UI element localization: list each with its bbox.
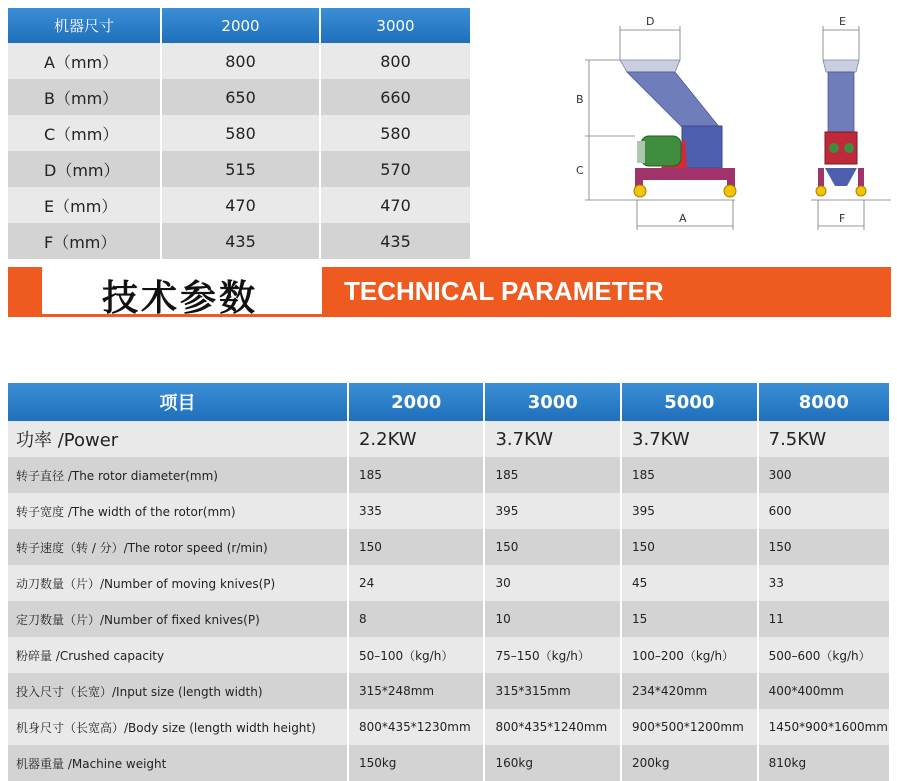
table-row xyxy=(8,457,890,493)
table-cell: 185 xyxy=(621,457,758,493)
table-cell: A（mm） xyxy=(8,43,161,79)
dim-header-cell: 2000 xyxy=(161,8,320,43)
table-row xyxy=(8,115,471,151)
table-row xyxy=(8,79,471,115)
table-cell: 300 xyxy=(758,457,890,493)
table-cell: 200kg xyxy=(621,745,758,781)
table-cell: 185 xyxy=(348,457,485,493)
section-banner xyxy=(8,267,891,317)
table-cell: 3.7KW xyxy=(621,421,758,457)
table-cell: 150kg xyxy=(348,745,485,781)
table-cell: 580 xyxy=(161,115,320,151)
table-cell: 800*435*1230mm xyxy=(348,709,485,745)
technical-parameter-table xyxy=(8,383,891,781)
table-cell: 150 xyxy=(348,529,485,565)
table-cell: 10 xyxy=(484,601,621,637)
table-cell: 800 xyxy=(320,43,471,79)
table-row xyxy=(8,601,890,637)
table-cell: 470 xyxy=(161,187,320,223)
table-cell: 810kg xyxy=(758,745,890,781)
label-E: E xyxy=(839,15,846,28)
table-cell: 660 xyxy=(320,79,471,115)
label-D: D xyxy=(646,15,655,28)
table-cell: F（mm） xyxy=(8,223,161,259)
table-row xyxy=(8,223,471,259)
table-cell: 24 xyxy=(348,565,485,601)
dimension-table xyxy=(8,8,472,259)
table-cell: 580 xyxy=(320,115,471,151)
table-cell: 470 xyxy=(320,187,471,223)
dim-header-cell: 3000 xyxy=(320,8,471,43)
banner-cn-box xyxy=(42,267,322,317)
table-cell: 15 xyxy=(621,601,758,637)
banner-title-cn: 技术参数 xyxy=(102,278,259,319)
table-cell: 投入尺寸（长宽）/Input size (length width) xyxy=(8,673,348,709)
dimension-table-header xyxy=(8,8,471,43)
label-F: F xyxy=(839,212,846,225)
table-cell: 570 xyxy=(320,151,471,187)
table-cell: 75–150（kg/h） xyxy=(484,637,621,673)
table-cell: 30 xyxy=(484,565,621,601)
table-row xyxy=(8,637,890,673)
table-cell: 160kg xyxy=(484,745,621,781)
table-cell: 动刀数量（片）/Number of moving knives(P) xyxy=(8,565,348,601)
table-cell: 500–600（kg/h） xyxy=(758,637,890,673)
table-cell: 315*315mm xyxy=(484,673,621,709)
table-cell: D（mm） xyxy=(8,151,161,187)
table-cell: 150 xyxy=(758,529,890,565)
table-row xyxy=(8,745,890,781)
table-cell: 900*500*1200mm xyxy=(621,709,758,745)
table-row xyxy=(8,493,890,529)
table-row xyxy=(8,709,890,745)
tech-header-cell: 2000 xyxy=(348,383,485,421)
tech-header-cell: 8000 xyxy=(758,383,890,421)
table-cell: 515 xyxy=(161,151,320,187)
tech-table-header xyxy=(8,383,890,421)
table-cell: 转子速度（转 / 分）/The rotor speed (r/min) xyxy=(8,529,348,565)
banner-accent xyxy=(8,267,42,317)
table-row xyxy=(8,421,890,457)
table-cell: 650 xyxy=(161,79,320,115)
table-cell: 400*400mm xyxy=(758,673,890,709)
table-cell: 800 xyxy=(161,43,320,79)
table-cell: 234*420mm xyxy=(621,673,758,709)
dim-header-cell: 机器尺寸 xyxy=(8,8,161,43)
table-cell: 45 xyxy=(621,565,758,601)
table-cell: 435 xyxy=(161,223,320,259)
table-cell: B（mm） xyxy=(8,79,161,115)
table-cell: 435 xyxy=(320,223,471,259)
table-cell: 功率 /Power xyxy=(8,421,348,457)
table-cell: 33 xyxy=(758,565,890,601)
banner-en-box xyxy=(322,267,891,317)
table-row xyxy=(8,151,471,187)
label-C: C xyxy=(576,164,584,177)
table-row xyxy=(8,565,890,601)
table-cell: 50–100（kg/h） xyxy=(348,637,485,673)
table-cell: 600 xyxy=(758,493,890,529)
table-row xyxy=(8,43,471,79)
table-cell: 8 xyxy=(348,601,485,637)
table-cell: 2.2KW xyxy=(348,421,485,457)
table-cell: 7.5KW xyxy=(758,421,890,457)
table-row xyxy=(8,673,890,709)
table-cell: 800*435*1240mm xyxy=(484,709,621,745)
side-view xyxy=(576,15,736,230)
table-row xyxy=(8,187,471,223)
front-view xyxy=(811,15,891,230)
table-cell: 粉碎量 /Crushed capacity xyxy=(8,637,348,673)
table-cell: 机器重量 /Machine weight xyxy=(8,745,348,781)
label-B: B xyxy=(576,93,584,106)
tech-header-cell: 3000 xyxy=(484,383,621,421)
table-cell: 11 xyxy=(758,601,890,637)
table-cell: 395 xyxy=(621,493,758,529)
banner-title-en: TECHNICAL PARAMETER xyxy=(344,276,664,306)
table-cell: 转子宽度 /The width of the rotor(mm) xyxy=(8,493,348,529)
label-A: A xyxy=(679,212,687,225)
table-cell: 定刀数量（片）/Number of fixed knives(P) xyxy=(8,601,348,637)
table-cell: 1450*900*1600mm xyxy=(758,709,890,745)
table-cell: 315*248mm xyxy=(348,673,485,709)
table-cell: 100–200（kg/h） xyxy=(621,637,758,673)
table-cell: 395 xyxy=(484,493,621,529)
table-row xyxy=(8,529,890,565)
table-cell: 转子直径 /The rotor diameter(mm) xyxy=(8,457,348,493)
table-cell: 机身尺寸（长宽高）/Body size (length width height) xyxy=(8,709,348,745)
table-cell: 150 xyxy=(621,529,758,565)
table-cell: 185 xyxy=(484,457,621,493)
table-cell: 150 xyxy=(484,529,621,565)
table-cell: E（mm） xyxy=(8,187,161,223)
tech-header-cell: 5000 xyxy=(621,383,758,421)
machine-dimension-diagram xyxy=(575,8,891,236)
table-cell: 335 xyxy=(348,493,485,529)
table-cell: 3.7KW xyxy=(484,421,621,457)
tech-header-cell: 项目 xyxy=(8,383,348,421)
table-cell: C（mm） xyxy=(8,115,161,151)
